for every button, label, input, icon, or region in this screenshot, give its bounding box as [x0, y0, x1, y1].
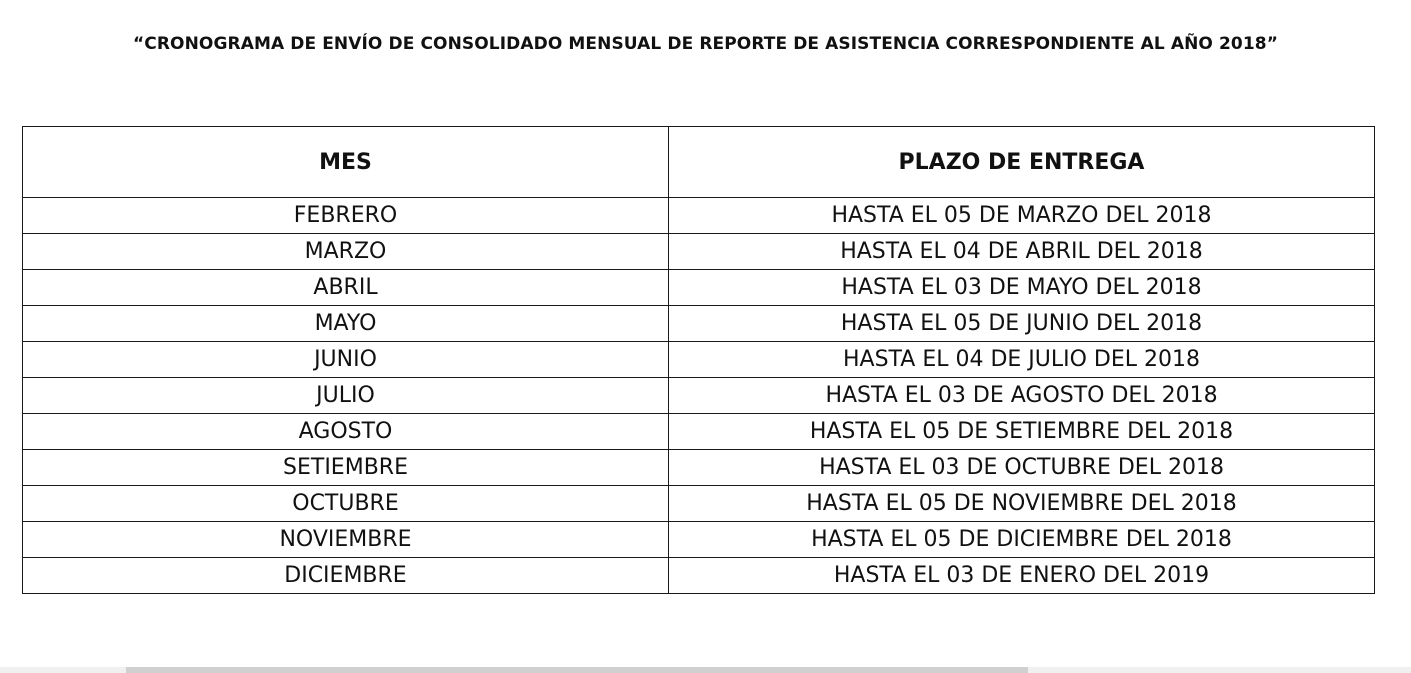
table-row: [23, 450, 1375, 486]
cell-mes: NOVIEMBRE: [23, 522, 669, 558]
cell-mes: OCTUBRE: [23, 486, 669, 522]
cell-mes: MAYO: [23, 306, 669, 342]
cell-mes: AGOSTO: [23, 414, 669, 450]
table-row: [23, 342, 1375, 378]
table-row: [23, 198, 1375, 234]
horizontal-scrollbar[interactable]: [126, 667, 1028, 673]
table-row: [23, 486, 1375, 522]
cell-mes: ABRIL: [23, 270, 669, 306]
cell-plazo: HASTA EL 05 DE NOVIEMBRE DEL 2018: [669, 486, 1375, 522]
table-row: [23, 378, 1375, 414]
cell-mes: JULIO: [23, 378, 669, 414]
cell-plazo: HASTA EL 03 DE AGOSTO DEL 2018: [669, 378, 1375, 414]
table-header-row: [23, 127, 1375, 198]
cell-plazo: HASTA EL 05 DE MARZO DEL 2018: [669, 198, 1375, 234]
schedule-table: [22, 126, 1375, 594]
table-row: [23, 234, 1375, 270]
cell-plazo: HASTA EL 03 DE ENERO DEL 2019: [669, 558, 1375, 594]
cell-plazo: HASTA EL 03 DE OCTUBRE DEL 2018: [669, 450, 1375, 486]
cell-mes: FEBRERO: [23, 198, 669, 234]
header-mes: MES: [23, 127, 669, 198]
table-row: [23, 270, 1375, 306]
table-row: [23, 306, 1375, 342]
cell-plazo: HASTA EL 03 DE MAYO DEL 2018: [669, 270, 1375, 306]
cell-plazo: HASTA EL 04 DE ABRIL DEL 2018: [669, 234, 1375, 270]
cell-plazo: HASTA EL 04 DE JULIO DEL 2018: [669, 342, 1375, 378]
table-row: [23, 558, 1375, 594]
table-row: [23, 414, 1375, 450]
header-plazo-de-entrega: PLAZO DE ENTREGA: [669, 127, 1375, 198]
cell-mes: DICIEMBRE: [23, 558, 669, 594]
cell-mes: MARZO: [23, 234, 669, 270]
cell-plazo: HASTA EL 05 DE SETIEMBRE DEL 2018: [669, 414, 1375, 450]
cell-plazo: HASTA EL 05 DE JUNIO DEL 2018: [669, 306, 1375, 342]
document-title: “CRONOGRAMA DE ENVÍO DE CONSOLIDADO MENSUAL DE REPORTE DE ASISTENCIA CORRESPONDIENTE AL AÑO 2018”: [133, 34, 1278, 54]
cell-plazo: HASTA EL 05 DE DICIEMBRE DEL 2018: [669, 522, 1375, 558]
cell-mes: SETIEMBRE: [23, 450, 669, 486]
table-row: [23, 522, 1375, 558]
cell-mes: JUNIO: [23, 342, 669, 378]
